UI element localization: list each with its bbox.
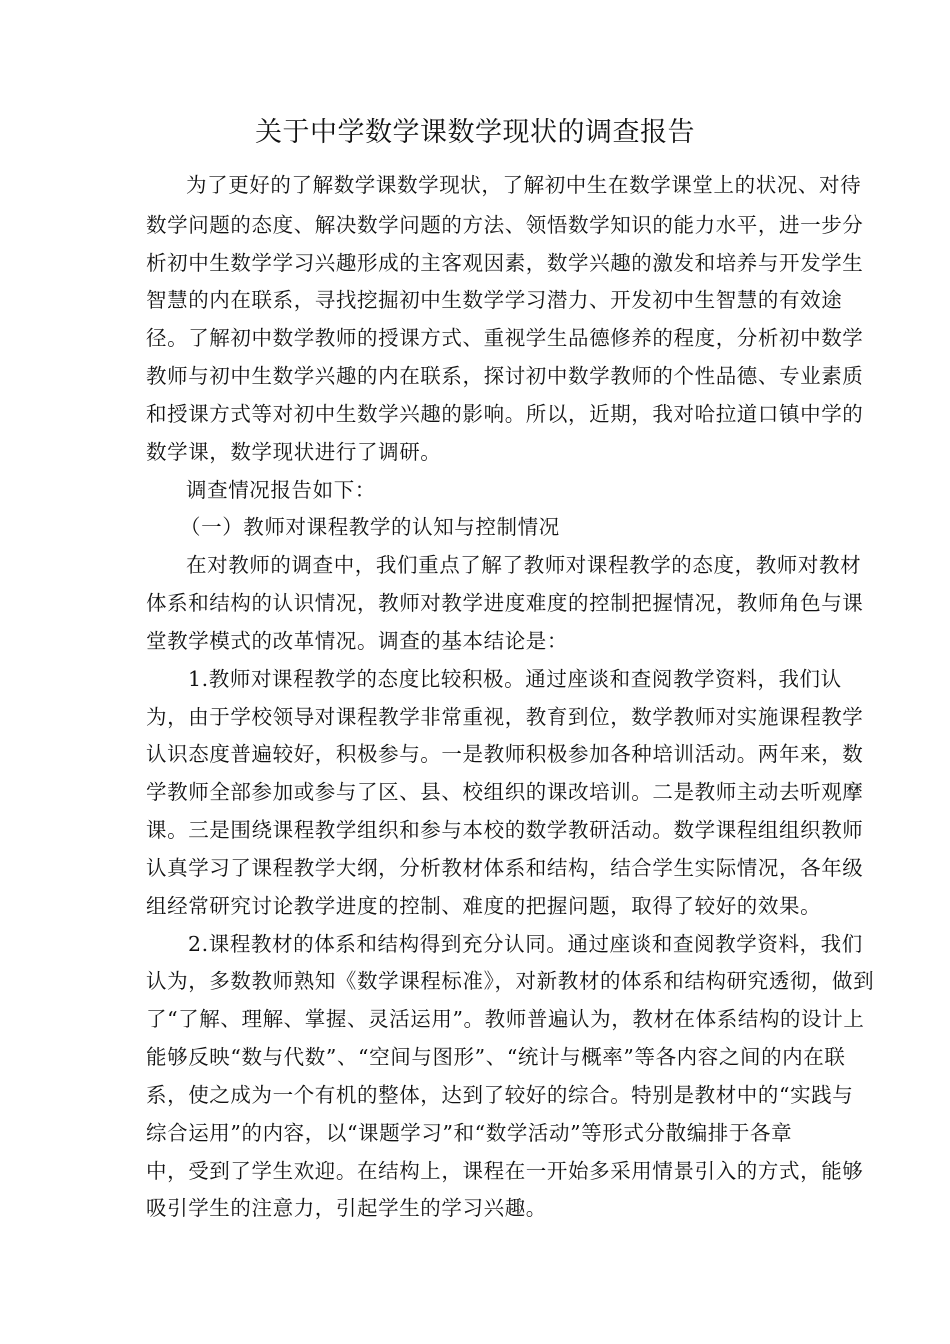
- paragraph-line: 综合运用”的内容，以“课题学习”和“数学活动”等形式分散编排于各章: [146, 1121, 793, 1145]
- paragraph-line: 体系和结构的认识情况，教师对教学进度难度的控制把握情况，教师角色与课: [146, 591, 864, 615]
- paragraph-line: 学教师全部参加或参与了区、县、校组织的课改培训。二是教师主动去听观摩: [146, 780, 864, 804]
- paragraph-line: 堂教学模式的改革情况。调查的基本结论是：: [146, 629, 568, 653]
- paragraph-line: 径。了解初中数学教师的授课方式、重视学生品德修养的程度，分析初中数学: [146, 326, 864, 350]
- paragraph-line: 组经常研究讨论教学进度的控制、难度的把握问题，取得了较好的效果。: [146, 894, 822, 918]
- paragraph-line: 能够反映“数与代数”、“空间与图形”、“统计与概率”等各内容之间的内在联: [146, 1045, 846, 1069]
- paragraph-line: 数学课，数学现状进行了调研。: [146, 440, 442, 464]
- paragraph-line: 析初中生数学学习兴趣形成的主客观因素，数学兴趣的激发和培养与开发学生: [146, 251, 864, 275]
- paragraph-line: 课。三是围绕课程教学组织和参与本校的数学教研活动。数学课程组组织教师: [146, 818, 864, 842]
- paragraph-line: 在对教师的调查中，我们重点了解了教师对课程教学的态度，教师对教材: [186, 553, 862, 577]
- paragraph-line: 吸引学生的注意力，引起学生的学习兴趣。: [146, 1196, 547, 1220]
- paragraph-line: 2.课程教材的体系和结构得到充分认同。通过座谈和查阅教学资料，我们: [188, 932, 863, 956]
- paragraph-line: 了“了解、理解、掌握、灵活运用”。教师普遍认为，教材在体系结构的设计上: [146, 1007, 865, 1031]
- paragraph-line: 认识态度普遍较好，积极参与。一是教师积极参加各种培训活动。两年来，数: [146, 742, 864, 766]
- paragraph-line: 为了更好的了解数学课数学现状，了解初中生在数学课堂上的状况、对待: [186, 173, 862, 197]
- paragraph-line: 认为，多数教师熟知《数学课程标准》，对新教材的体系和结构研究透彻，做到: [146, 969, 875, 993]
- paragraph-line: 为，由于学校领导对课程教学非常重视，教育到位，数学教师对实施课程教学: [146, 705, 864, 729]
- paragraph-line: 中，受到了学生欢迎。在结构上，课程在一开始多采用情景引入的方式，能够: [146, 1159, 864, 1183]
- paragraph-line: 教师与初中生数学兴趣的内在联系，探讨初中数学教师的个性品德、专业素质: [146, 364, 864, 388]
- paragraph-line: 智慧的内在联系，寻找挖掘初中生数学学习潜力、开发初中生智慧的有效途: [146, 288, 843, 312]
- paragraph-line: 调查情况报告如下：: [186, 478, 376, 502]
- document-title: 关于中学数学课数学现状的调查报告: [255, 117, 695, 148]
- paragraph-line: 数学问题的态度、解决数学问题的方法、领悟数学知识的能力水平，进一步分: [146, 213, 864, 237]
- paragraph-line: 系，使之成为一个有机的整体，达到了较好的综合。特别是教材中的“实践与: [146, 1083, 854, 1107]
- section-heading: （一）教师对课程教学的认知与控制情况: [180, 515, 560, 539]
- paragraph-line: 1.教师对课程教学的态度比较积极。通过座谈和查阅教学资料，我们认: [188, 667, 842, 691]
- paragraph-line: 和授课方式等对初中生数学兴趣的影响。所以，近期，我对哈拉道口镇中学的: [146, 402, 864, 426]
- paragraph-line: 认真学习了课程教学大纲，分析教材体系和结构，结合学生实际情况，各年级: [146, 856, 864, 880]
